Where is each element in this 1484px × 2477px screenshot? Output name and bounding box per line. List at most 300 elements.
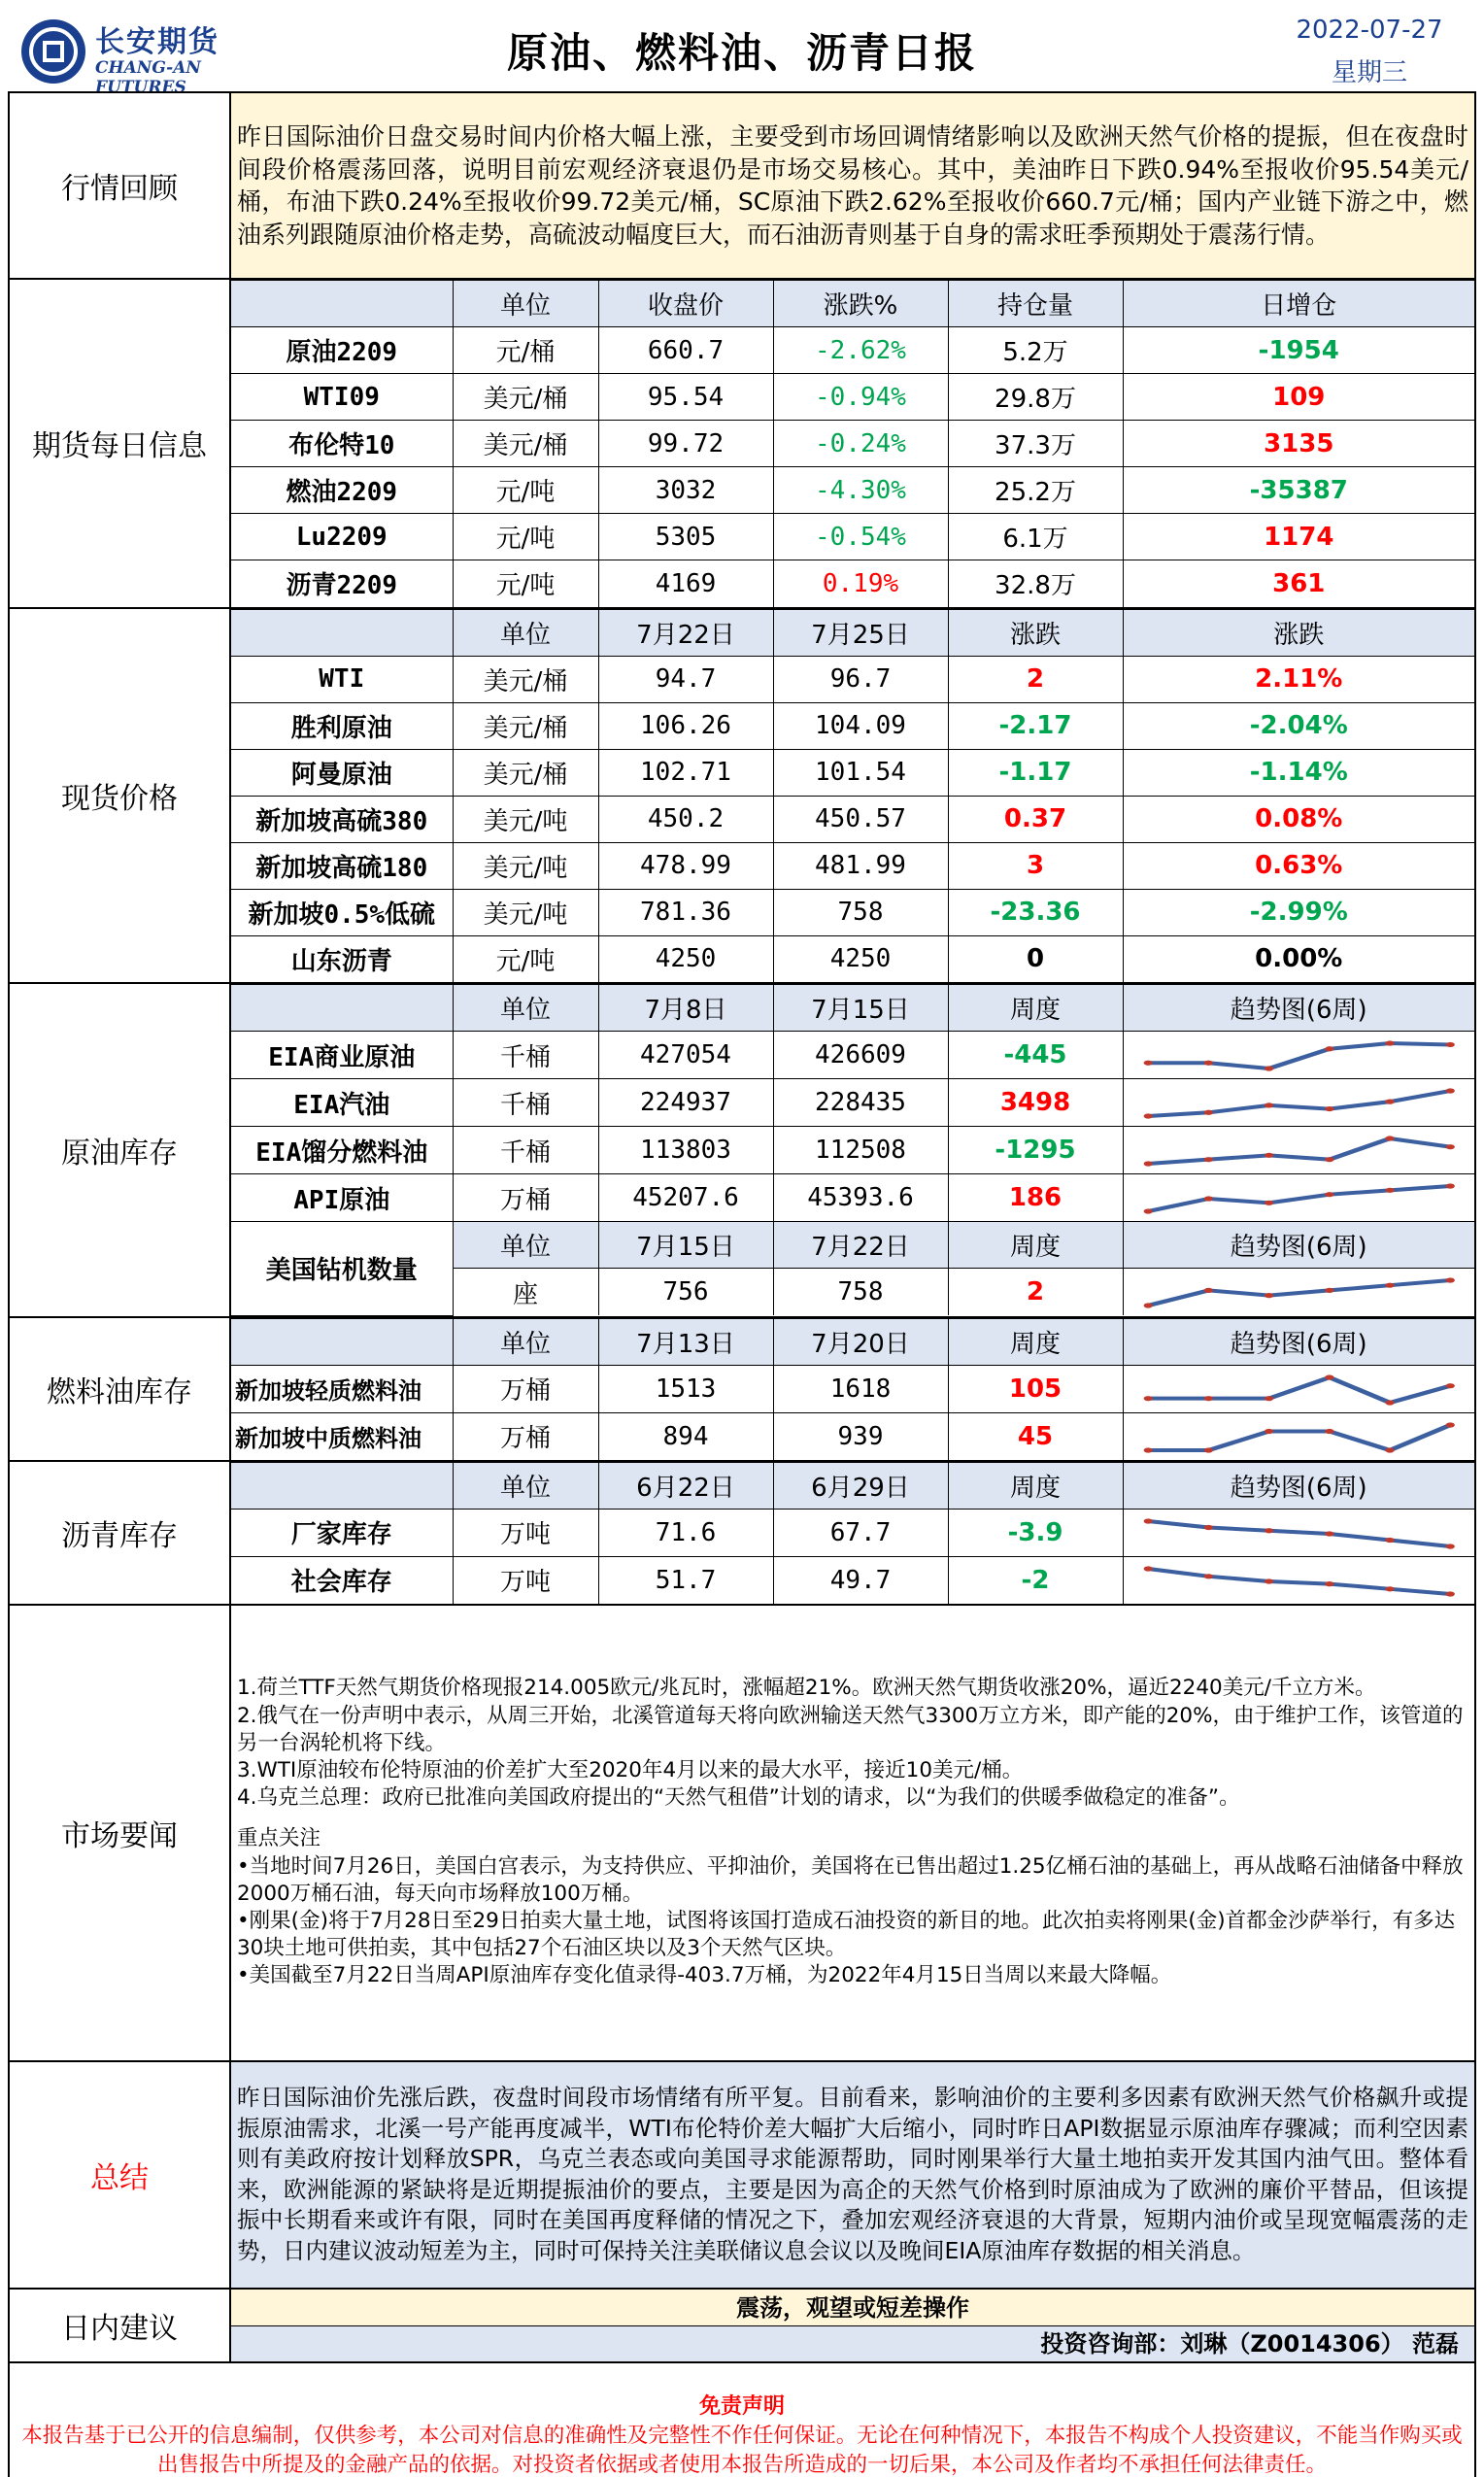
price-change: -1.17 [948, 749, 1123, 796]
unit: 元/吨 [453, 514, 598, 560]
trend-chart [1123, 1509, 1474, 1556]
trend-point [1265, 1293, 1273, 1298]
header-row [231, 985, 1474, 1032]
column-header: 7月22日 [773, 1222, 948, 1269]
unit: 座 [453, 1269, 598, 1316]
trend-point [1445, 1277, 1454, 1282]
trend-chart [1123, 1079, 1474, 1127]
trend-line [1148, 1569, 1450, 1594]
trend-point [1445, 1544, 1454, 1548]
news-item: 4.乌克兰总理：政府已批准向美国政府提出的“天然气租借”计划的请求，以“为我们的供暖季做稳定的准备”。 [237, 1785, 1240, 1811]
trend-point [1143, 1396, 1152, 1401]
trend-line [1148, 1280, 1450, 1306]
section-label: 日内建议 [9, 2289, 230, 2362]
column-header: 7月8日 [598, 985, 773, 1032]
open-interest: 25.2万 [948, 467, 1123, 514]
trend-point [1445, 1383, 1454, 1388]
change-percent: 0.19% [773, 560, 948, 607]
unit: 万吨 [453, 1509, 598, 1556]
weekly-change: 45 [948, 1412, 1123, 1460]
weekly-change: -1295 [948, 1127, 1123, 1174]
price-prev: 102.71 [598, 749, 773, 796]
trend-point [1385, 1188, 1394, 1193]
unit: 万桶 [453, 1174, 598, 1222]
trend-point [1265, 1578, 1273, 1583]
table-row [231, 374, 1474, 421]
inventory-latest: 426609 [773, 1032, 948, 1079]
column-header: 周度 [948, 985, 1123, 1032]
weekly-change: -3.9 [948, 1509, 1123, 1556]
column-header: 周度 [948, 1318, 1123, 1365]
trend-point [1385, 1136, 1394, 1140]
logo-en-text: CHANG-AN FUTURES [95, 58, 201, 97]
news-item: 1.荷兰TTF天然气期货价格现报214.005欧元/兆瓦时，涨幅超21%。欧洲天然气期货收涨20%，逼近2240美元/千立方米。 [237, 1676, 1376, 1701]
advice-section [9, 2289, 1475, 2362]
summary-text: 昨日国际油价先涨后跌，夜盘时间段市场情绪有所平复。目前看来，影响油价的主要利多因素有欧洲天然气价格飙升或提振原油需求，北溪一号产能再度减半，WTI布伦特价差大幅扩大后缩小，同时昨日API数据显示原油库存骤减；而利空因素则有美政府按计划释放SPR，乌克兰表态或向美国寻求能源帮助，同时刚果举行大量土地拍卖开发其国内油气田。整体看来，欧洲能源的紧缺将是近期提振油价的要点，主要是因为高企的天然气价格到时原油成为了欧洲的廉价平替品，但该提振中长期看来或许有限，同时在美国再度释储的情况之下，叠加宏观经济衰退的大背景，短期内油价或呈现宽幅震荡的走势，日内建议波动短差为主，同时可保持关注美联储议息会议以及晚间EIA原油库存数据的相关消息。 [237, 2084, 1468, 2264]
report-table [8, 91, 1476, 2477]
trend-point [1385, 1040, 1394, 1045]
open-interest: 37.3万 [948, 421, 1123, 467]
price-prev: 106.26 [598, 702, 773, 749]
inventory-latest: 112508 [773, 1127, 948, 1174]
price-change: 3 [948, 842, 1123, 889]
summary-body [230, 2061, 1475, 2289]
trend-point [1203, 1061, 1212, 1066]
column-header: 单位 [453, 609, 598, 656]
close-price: 3032 [598, 467, 773, 514]
disclaimer-text: 本报告基于已公开的信息编制，仅供参考，本公司对信息的准确性及完整性不作任何保证。无论在何种情况下，本报告不构成个人投资建议，不能当作购买或出售报告中所提及的金融产品的依据。对投资者依据或者使用本报告所造成的一切后果，本公司及作者均不承担任何法律责任。 [21, 2424, 1463, 2477]
spot-section [9, 608, 1475, 984]
trend-sparkline [1128, 1368, 1471, 1410]
table-row [231, 656, 1474, 702]
trend-point [1265, 1428, 1273, 1433]
table-row [231, 1509, 1474, 1556]
trend-point [1143, 1061, 1152, 1066]
contract-name: Lu2209 [231, 514, 453, 560]
price-latest: 96.7 [773, 656, 948, 702]
unit: 美元/桶 [453, 374, 598, 421]
close-price: 5305 [598, 514, 773, 560]
fuel-inventory-table [231, 1318, 1474, 1460]
open-interest-change: -35387 [1123, 467, 1474, 514]
price-change-percent: -2.04% [1123, 702, 1474, 749]
trend-point [1143, 1566, 1152, 1571]
unit: 千桶 [453, 1032, 598, 1079]
open-interest-change: 3135 [1123, 421, 1474, 467]
crude-inventory-section [9, 983, 1475, 1317]
rig-prev: 756 [598, 1269, 773, 1316]
product-name: 山东沥青 [231, 935, 453, 982]
trend-point [1385, 1400, 1394, 1405]
trend-point [1445, 1183, 1454, 1188]
focus-title: 重点关注 [237, 1826, 321, 1851]
column-header [231, 281, 453, 327]
price-latest: 758 [773, 889, 948, 935]
inventory-name: 新加坡轻质燃料油 [231, 1365, 453, 1412]
column-header: 单位 [453, 1318, 598, 1365]
unit: 美元/桶 [453, 702, 598, 749]
contract-name: 沥青2209 [231, 560, 453, 607]
column-header: 日增仓 [1123, 281, 1474, 327]
trend-point [1265, 1153, 1273, 1158]
table-row [231, 702, 1474, 749]
product-name: WTI [231, 656, 453, 702]
news-body [230, 1605, 1475, 2061]
trend-point [1203, 1288, 1212, 1293]
price-change: 0.37 [948, 796, 1123, 842]
change-percent: -4.30% [773, 467, 948, 514]
unit: 千桶 [453, 1127, 598, 1174]
trend-chart [1123, 1032, 1474, 1079]
advice-text: 震荡，观望或短差操作 [231, 2290, 1474, 2326]
column-header: 涨跌 [1123, 609, 1474, 656]
news-section [9, 1605, 1475, 2061]
section-label: 市场要闻 [9, 1605, 230, 2061]
weekly-change: 2 [948, 1269, 1123, 1316]
unit: 万吨 [453, 1556, 598, 1604]
close-price: 4169 [598, 560, 773, 607]
header-row [231, 281, 1474, 327]
table-row [231, 467, 1474, 514]
column-header: 7月22日 [598, 609, 773, 656]
table-row [231, 1365, 1474, 1412]
inventory-name: API原油 [231, 1174, 453, 1222]
table-row [231, 1079, 1474, 1127]
news-item: 3.WTI原油较布伦特原油的价差扩大至2020年4月以来的最大水平，接近10美元/桶。 [237, 1757, 1024, 1782]
column-header: 7月25日 [773, 609, 948, 656]
trend-point [1203, 1396, 1212, 1401]
trend-point [1203, 1157, 1212, 1162]
trend-point [1385, 1283, 1394, 1288]
trend-sparkline [1128, 1559, 1471, 1602]
contract-name: 燃油2209 [231, 467, 453, 514]
trend-point [1203, 1524, 1212, 1529]
open-interest-change: 361 [1123, 560, 1474, 607]
trend-point [1265, 1066, 1273, 1070]
trend-point [1265, 1528, 1273, 1533]
unit: 元/吨 [453, 935, 598, 982]
price-prev: 94.7 [598, 656, 773, 702]
close-price: 99.72 [598, 421, 773, 467]
column-header: 7月13日 [598, 1318, 773, 1365]
trend-chart [1123, 1127, 1474, 1174]
inventory-name: EIA馏分燃料油 [231, 1127, 453, 1174]
rig-header-row [231, 1222, 1474, 1269]
trend-sparkline [1128, 1176, 1471, 1219]
inventory-name: 新加坡中质燃料油 [231, 1412, 453, 1460]
price-latest: 104.09 [773, 702, 948, 749]
unit: 元/吨 [453, 467, 598, 514]
inventory-prev: 113803 [598, 1127, 773, 1174]
inventory-prev: 45207.6 [598, 1174, 773, 1222]
product-name: 新加坡高硫380 [231, 796, 453, 842]
table-row [231, 327, 1474, 374]
market-review-body [230, 92, 1475, 279]
unit: 美元/桶 [453, 656, 598, 702]
price-latest: 450.57 [773, 796, 948, 842]
price-change-percent: 0.00% [1123, 935, 1474, 982]
table-row [231, 560, 1474, 607]
unit: 万桶 [453, 1365, 598, 1412]
trend-point [1325, 1581, 1333, 1586]
report-header [8, 8, 1476, 97]
trend-point [1325, 1531, 1333, 1536]
trend-point [1265, 1201, 1273, 1205]
section-label: 燃料油库存 [9, 1317, 230, 1461]
trend-point [1203, 1574, 1212, 1578]
column-header: 单位 [453, 1222, 598, 1269]
trend-point [1445, 1422, 1454, 1427]
trend-sparkline [1128, 1129, 1471, 1171]
inventory-prev: 71.6 [598, 1509, 773, 1556]
trend-point [1325, 1288, 1333, 1293]
news-item: 2.俄气在一份声明中表示，从周三开始，北溪管道每天将向欧洲输送天然气3300万立方米，即产能的20%，由于维护工作，该管道的另一台涡轮机将下线。 [237, 1703, 1464, 1755]
table-row [231, 842, 1474, 889]
report-weekday: 星期三 [1331, 58, 1407, 87]
table-row [231, 1412, 1474, 1460]
trend-sparkline [1128, 1415, 1471, 1458]
market-review-section [9, 92, 1475, 279]
unit: 元/桶 [453, 327, 598, 374]
inventory-prev: 1513 [598, 1365, 773, 1412]
trend-sparkline [1128, 1271, 1471, 1313]
open-interest: 5.2万 [948, 327, 1123, 374]
column-header: 7月20日 [773, 1318, 948, 1365]
trend-line [1148, 1091, 1450, 1116]
price-change-percent: 2.11% [1123, 656, 1474, 702]
trend-line [1148, 1521, 1450, 1546]
price-latest: 481.99 [773, 842, 948, 889]
section-label: 原油库存 [9, 983, 230, 1317]
weekly-change: -445 [948, 1032, 1123, 1079]
price-prev: 781.36 [598, 889, 773, 935]
trend-point [1385, 1447, 1394, 1452]
unit: 美元/桶 [453, 749, 598, 796]
table-row [231, 749, 1474, 796]
trend-chart [1123, 1174, 1474, 1222]
trend-point [1203, 1447, 1212, 1452]
column-header: 单位 [453, 985, 598, 1032]
price-latest: 4250 [773, 935, 948, 982]
trend-point [1445, 1144, 1454, 1149]
trend-point [1325, 1106, 1333, 1111]
weekly-change: 105 [948, 1365, 1123, 1412]
product-name: 胜利原油 [231, 702, 453, 749]
table-row [231, 796, 1474, 842]
table-row [231, 1032, 1474, 1079]
section-label: 行情回顾 [9, 92, 230, 279]
focus-item: •刚果(金)将于7月28日至29日拍卖大量土地，试图将该国打造成石油投资的新目的地。此次拍卖将刚果(金)首都金沙萨举行，有多达30块土地可供拍卖，其中包括27个石油区块以及3个天然气区块。 [237, 1909, 1456, 1961]
inventory-name: EIA汽油 [231, 1079, 453, 1127]
product-name: 新加坡0.5%低硫 [231, 889, 453, 935]
rig-count-name: 美国钻机数量 [231, 1222, 453, 1316]
section-label: 总结 [9, 2061, 230, 2289]
inventory-latest: 939 [773, 1412, 948, 1460]
open-interest-change: 109 [1123, 374, 1474, 421]
weekly-change: -2 [948, 1556, 1123, 1604]
futures-section [9, 279, 1475, 608]
price-change: -2.17 [948, 702, 1123, 749]
close-price: 95.54 [598, 374, 773, 421]
price-prev: 4250 [598, 935, 773, 982]
open-interest: 32.8万 [948, 560, 1123, 607]
open-interest-change: -1954 [1123, 327, 1474, 374]
summary-section [9, 2061, 1475, 2289]
trend-sparkline [1128, 1081, 1471, 1124]
table-row [231, 1127, 1474, 1174]
inventory-prev: 894 [598, 1412, 773, 1460]
inventory-latest: 1618 [773, 1365, 948, 1412]
column-header: 6月22日 [598, 1462, 773, 1509]
logo-cn-text: 长安期货 [95, 25, 219, 59]
trend-point [1325, 1157, 1333, 1162]
change-percent: -0.54% [773, 514, 948, 560]
focus-item: •当地时间7月26日，美国白宫表示，为支持供应、平抑油价，美国将在已售出超过1.25亿桶石油的基础上，再从战略石油储备中释放2000万桶石油，每天向市场释放100万桶。 [237, 1853, 1464, 1906]
inventory-prev: 427054 [598, 1032, 773, 1079]
trend-point [1203, 1196, 1212, 1201]
change-percent: -0.24% [773, 421, 948, 467]
column-header: 收盘价 [598, 281, 773, 327]
spot-table [231, 609, 1474, 983]
contract-name: 原油2209 [231, 327, 453, 374]
trend-chart [1123, 1269, 1474, 1316]
trend-point [1143, 1303, 1152, 1307]
column-header: 单位 [453, 1462, 598, 1509]
unit: 千桶 [453, 1079, 598, 1127]
trend-point [1143, 1113, 1152, 1118]
change-percent: -0.94% [773, 374, 948, 421]
inventory-name: 厂家库存 [231, 1509, 453, 1556]
inventory-prev: 224937 [598, 1079, 773, 1127]
column-header: 单位 [453, 281, 598, 327]
inventory-latest: 49.7 [773, 1556, 948, 1604]
column-header: 周度 [948, 1222, 1123, 1269]
inventory-name: 社会库存 [231, 1556, 453, 1604]
open-interest: 29.8万 [948, 374, 1123, 421]
trend-chart [1123, 1412, 1474, 1460]
column-header: 趋势图(6周) [1123, 1318, 1474, 1365]
column-header: 持仓量 [948, 281, 1123, 327]
trend-point [1325, 1046, 1333, 1051]
trend-line [1148, 1425, 1450, 1450]
column-header: 7月15日 [598, 1222, 773, 1269]
asphalt-inventory-section [9, 1461, 1475, 1605]
trend-sparkline [1128, 1511, 1471, 1554]
close-price: 660.7 [598, 327, 773, 374]
table-row [231, 889, 1474, 935]
open-interest: 6.1万 [948, 514, 1123, 560]
trend-point [1143, 1208, 1152, 1213]
unit: 美元/桶 [453, 421, 598, 467]
column-header: 趋势图(6周) [1123, 1462, 1474, 1509]
trend-line [1148, 1138, 1450, 1164]
inventory-latest: 45393.6 [773, 1174, 948, 1222]
table-row [231, 1174, 1474, 1222]
contract-name: WTI09 [231, 374, 453, 421]
section-label: 期货每日信息 [9, 279, 230, 608]
column-header: 趋势图(6周) [1123, 1222, 1474, 1269]
table-row [231, 514, 1474, 560]
column-header: 涨跌% [773, 281, 948, 327]
unit: 元/吨 [453, 560, 598, 607]
trend-point [1445, 1042, 1454, 1047]
product-name: 阿曼原油 [231, 749, 453, 796]
inventory-latest: 67.7 [773, 1509, 948, 1556]
price-latest: 101.54 [773, 749, 948, 796]
trend-line [1148, 1377, 1450, 1403]
column-header [231, 609, 453, 656]
price-change-percent: -1.14% [1123, 749, 1474, 796]
trend-line [1148, 1186, 1450, 1211]
column-header: 趋势图(6周) [1123, 985, 1474, 1032]
rig-latest: 758 [773, 1269, 948, 1316]
inventory-latest: 228435 [773, 1079, 948, 1127]
column-header [231, 1318, 453, 1365]
trend-point [1325, 1192, 1333, 1197]
crude-inventory-table [231, 984, 1474, 1316]
section-label: 沥青库存 [9, 1461, 230, 1605]
trend-point [1143, 1518, 1152, 1523]
unit: 万桶 [453, 1412, 598, 1460]
trend-point [1325, 1428, 1333, 1433]
asphalt-inventory-table [231, 1462, 1474, 1604]
header-row [231, 609, 1474, 656]
trend-point [1445, 1088, 1454, 1093]
column-header: 周度 [948, 1462, 1123, 1509]
disclaimer-title: 免责声明 [698, 2394, 785, 2419]
price-change: 2 [948, 656, 1123, 702]
price-change: 0 [948, 935, 1123, 982]
column-header: 涨跌 [948, 609, 1123, 656]
open-interest-change: 1174 [1123, 514, 1474, 560]
market-review-text: 昨日国际油价日盘交易时间内价格大幅上涨，主要受到市场回调情绪影响以及欧洲天然气价格的提振，但在夜盘时间段价格震荡回落，说明目前宏观经济衰退仍是市场交易核心。其中，美油昨日下跌0.94%至报收价95.54美元/桶，布油下跌0.24%至报收价99.72美元/桶，SC原油下跌2.62%至报收价660.7元/桶；国内产业链下游之中，燃油系列跟随原油价格走势，高硫波动幅度巨大，而石油沥青则基于自身的需求旺季预期处于震荡行情。 [237, 122, 1468, 249]
trend-point [1445, 1591, 1454, 1596]
price-prev: 450.2 [598, 796, 773, 842]
news-list [231, 1671, 1474, 1993]
column-header: 7月15日 [773, 985, 948, 1032]
price-change-percent: 0.63% [1123, 842, 1474, 889]
column-header [231, 985, 453, 1032]
report-date: 2022-07-27 [1296, 16, 1443, 45]
price-prev: 478.99 [598, 842, 773, 889]
unit: 美元/吨 [453, 889, 598, 935]
trend-point [1385, 1100, 1394, 1104]
column-header: 6月29日 [773, 1462, 948, 1509]
change-percent: -2.62% [773, 327, 948, 374]
trend-sparkline [1128, 1034, 1471, 1076]
report-title: 原油、燃料油、沥青日报 [506, 29, 977, 77]
inventory-name: EIA商业原油 [231, 1032, 453, 1079]
price-change-percent: 0.08% [1123, 796, 1474, 842]
inventory-prev: 51.7 [598, 1556, 773, 1604]
trend-point [1385, 1586, 1394, 1591]
table-row [231, 1556, 1474, 1604]
product-name: 新加坡高硫180 [231, 842, 453, 889]
trend-line [1148, 1043, 1450, 1069]
trend-point [1203, 1110, 1212, 1115]
weekly-change: 3498 [948, 1079, 1123, 1127]
price-change-percent: -2.99% [1123, 889, 1474, 935]
header-row [231, 1462, 1474, 1509]
unit: 美元/吨 [453, 842, 598, 889]
trend-chart [1123, 1556, 1474, 1604]
trend-point [1325, 1374, 1333, 1379]
column-header [231, 1462, 453, 1509]
trend-point [1143, 1447, 1152, 1452]
trend-point [1385, 1537, 1394, 1542]
weekly-change: 186 [948, 1174, 1123, 1222]
section-label: 现货价格 [9, 608, 230, 984]
